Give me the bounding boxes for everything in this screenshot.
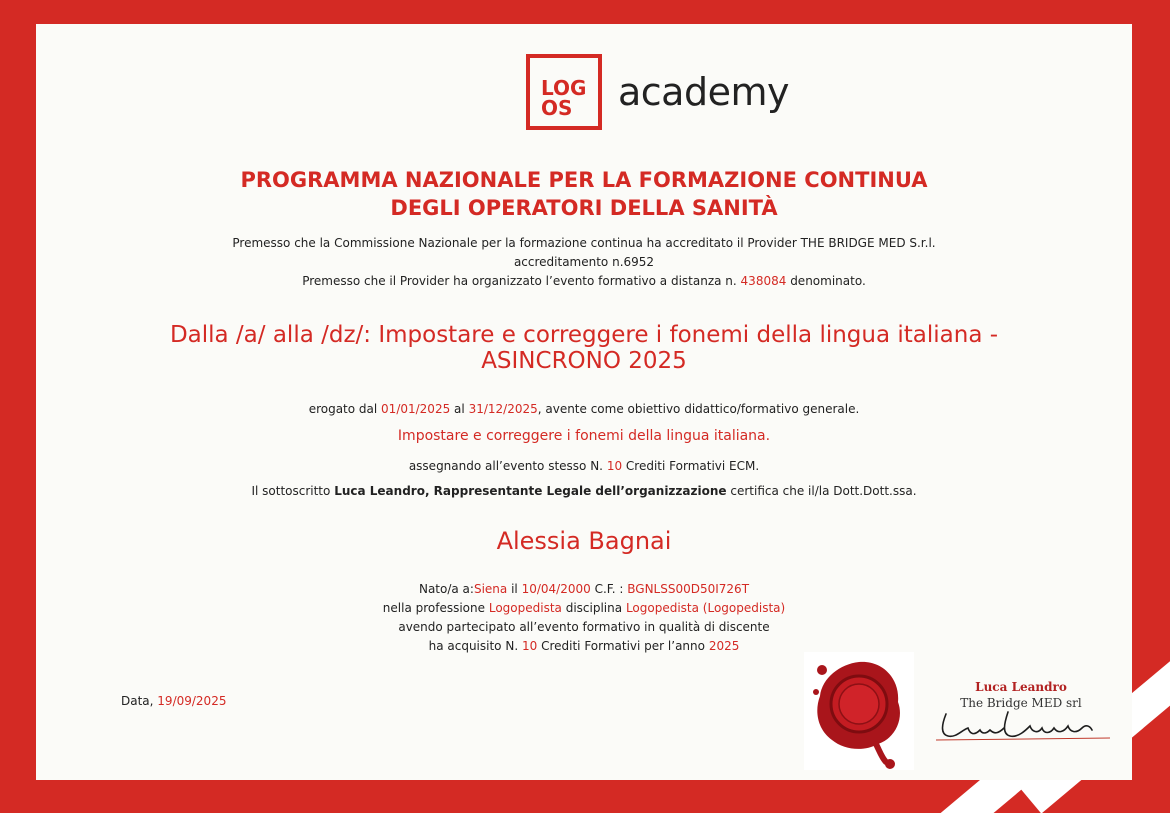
course-title-line2: ASINCRONO 2025 <box>481 348 687 374</box>
program-heading-line2: DEGLI OPERATORI DELLA SANITÀ <box>390 196 778 220</box>
acquired-credits-line <box>36 637 1132 656</box>
date-value: 19/09/2025 <box>157 694 227 708</box>
date-label: Data, <box>121 694 154 708</box>
profession-line <box>36 599 1132 618</box>
acquired-pre: ha acquisito N. <box>428 639 519 653</box>
logo-mark-line1: LOG <box>541 76 587 100</box>
signatory-pre: Il sottoscritto <box>251 484 331 498</box>
event-number: 438084 <box>740 274 787 288</box>
start-date: 01/01/2025 <box>381 402 451 416</box>
course-title-line1: Dalla /a/ alla /dz/: Impostare e correggere i fonemi della lingua italiana - <box>169 322 999 348</box>
erogation-pre: erogato dal <box>308 402 378 416</box>
profession: Logopedista <box>488 601 562 615</box>
program-heading <box>36 166 1132 222</box>
birth-label: Nato/a a: <box>418 582 474 596</box>
fiscal-code-label: C.F. : <box>594 582 624 596</box>
signatory-line <box>36 484 1132 498</box>
signatory-name: Luca Leandro, Rappresentante Legale dell’organizzazione <box>334 484 727 498</box>
handwritten-signature <box>934 704 1114 744</box>
objective-text: Impostare e correggere i fonemi della lingua italiana. <box>397 428 771 444</box>
discipline-label: disciplina <box>565 601 623 615</box>
credits-post: Crediti Formativi ECM. <box>625 459 760 473</box>
signature-block <box>926 674 1116 754</box>
erogation-post: , avente come obiettivo didattico/formativo generale. <box>537 402 860 416</box>
logos-academy-logo <box>526 54 796 138</box>
wax-seal-icon <box>804 652 914 770</box>
birth-line <box>36 580 1132 599</box>
profession-label: nella professione <box>382 601 486 615</box>
acquired-mid: Crediti Formativi per l’anno <box>541 639 705 653</box>
participant-name: Alessia Bagnai <box>496 527 672 555</box>
discipline: Logopedista (Logopedista) <box>625 601 786 615</box>
acquired-year: 2025 <box>708 639 740 653</box>
intro-line3-pre: Premesso che il Provider ha organizzato l’evento formativo a distanza n. <box>302 274 737 288</box>
issue-date <box>121 694 226 708</box>
birth-date: 10/04/2000 <box>521 582 591 596</box>
program-heading-line1: PROGRAMMA NAZIONALE PER LA FORMAZIONE CONTINUA <box>240 168 928 192</box>
intro-line1: Premesso che la Commissione Nazionale per la formazione continua ha accreditato il Provider THE BRIDGE MED S.r.l. <box>232 236 936 250</box>
logo-wordmark: academy <box>618 70 789 114</box>
course-title <box>76 322 1092 374</box>
erogation-mid: al <box>454 402 465 416</box>
credits-line <box>36 459 1132 473</box>
logo-mark <box>526 54 602 130</box>
end-date: 31/12/2025 <box>468 402 538 416</box>
intro-text <box>36 234 1132 291</box>
certificate-paper <box>36 24 1132 780</box>
intro-line2: accreditamento n.6952 <box>513 255 655 269</box>
credits-pre: assegnando all’evento stesso N. <box>408 459 603 473</box>
intro-line3-post: denominato. <box>790 274 866 288</box>
logo-mark-line2: OS <box>541 96 573 120</box>
signatory-company: The Bridge MED srl <box>960 696 1082 710</box>
signatory-printed-name: Luca Leandro <box>975 680 1067 694</box>
fiscal-code: BGNLSS00D50I726T <box>627 582 750 596</box>
birth-place: Siena <box>473 582 508 596</box>
acquired-credits: 10 <box>521 639 538 653</box>
signatory-post: certifica che il/la Dott.Dott.ssa. <box>730 484 917 498</box>
intro-line3 <box>36 272 1132 291</box>
participation-line: avendo partecipato all’evento formativo in qualità di discente <box>398 620 770 634</box>
birth-date-label: il <box>511 582 518 596</box>
erogation-line <box>36 402 1132 416</box>
participant-details <box>36 580 1132 656</box>
credits-number: 10 <box>606 459 623 473</box>
